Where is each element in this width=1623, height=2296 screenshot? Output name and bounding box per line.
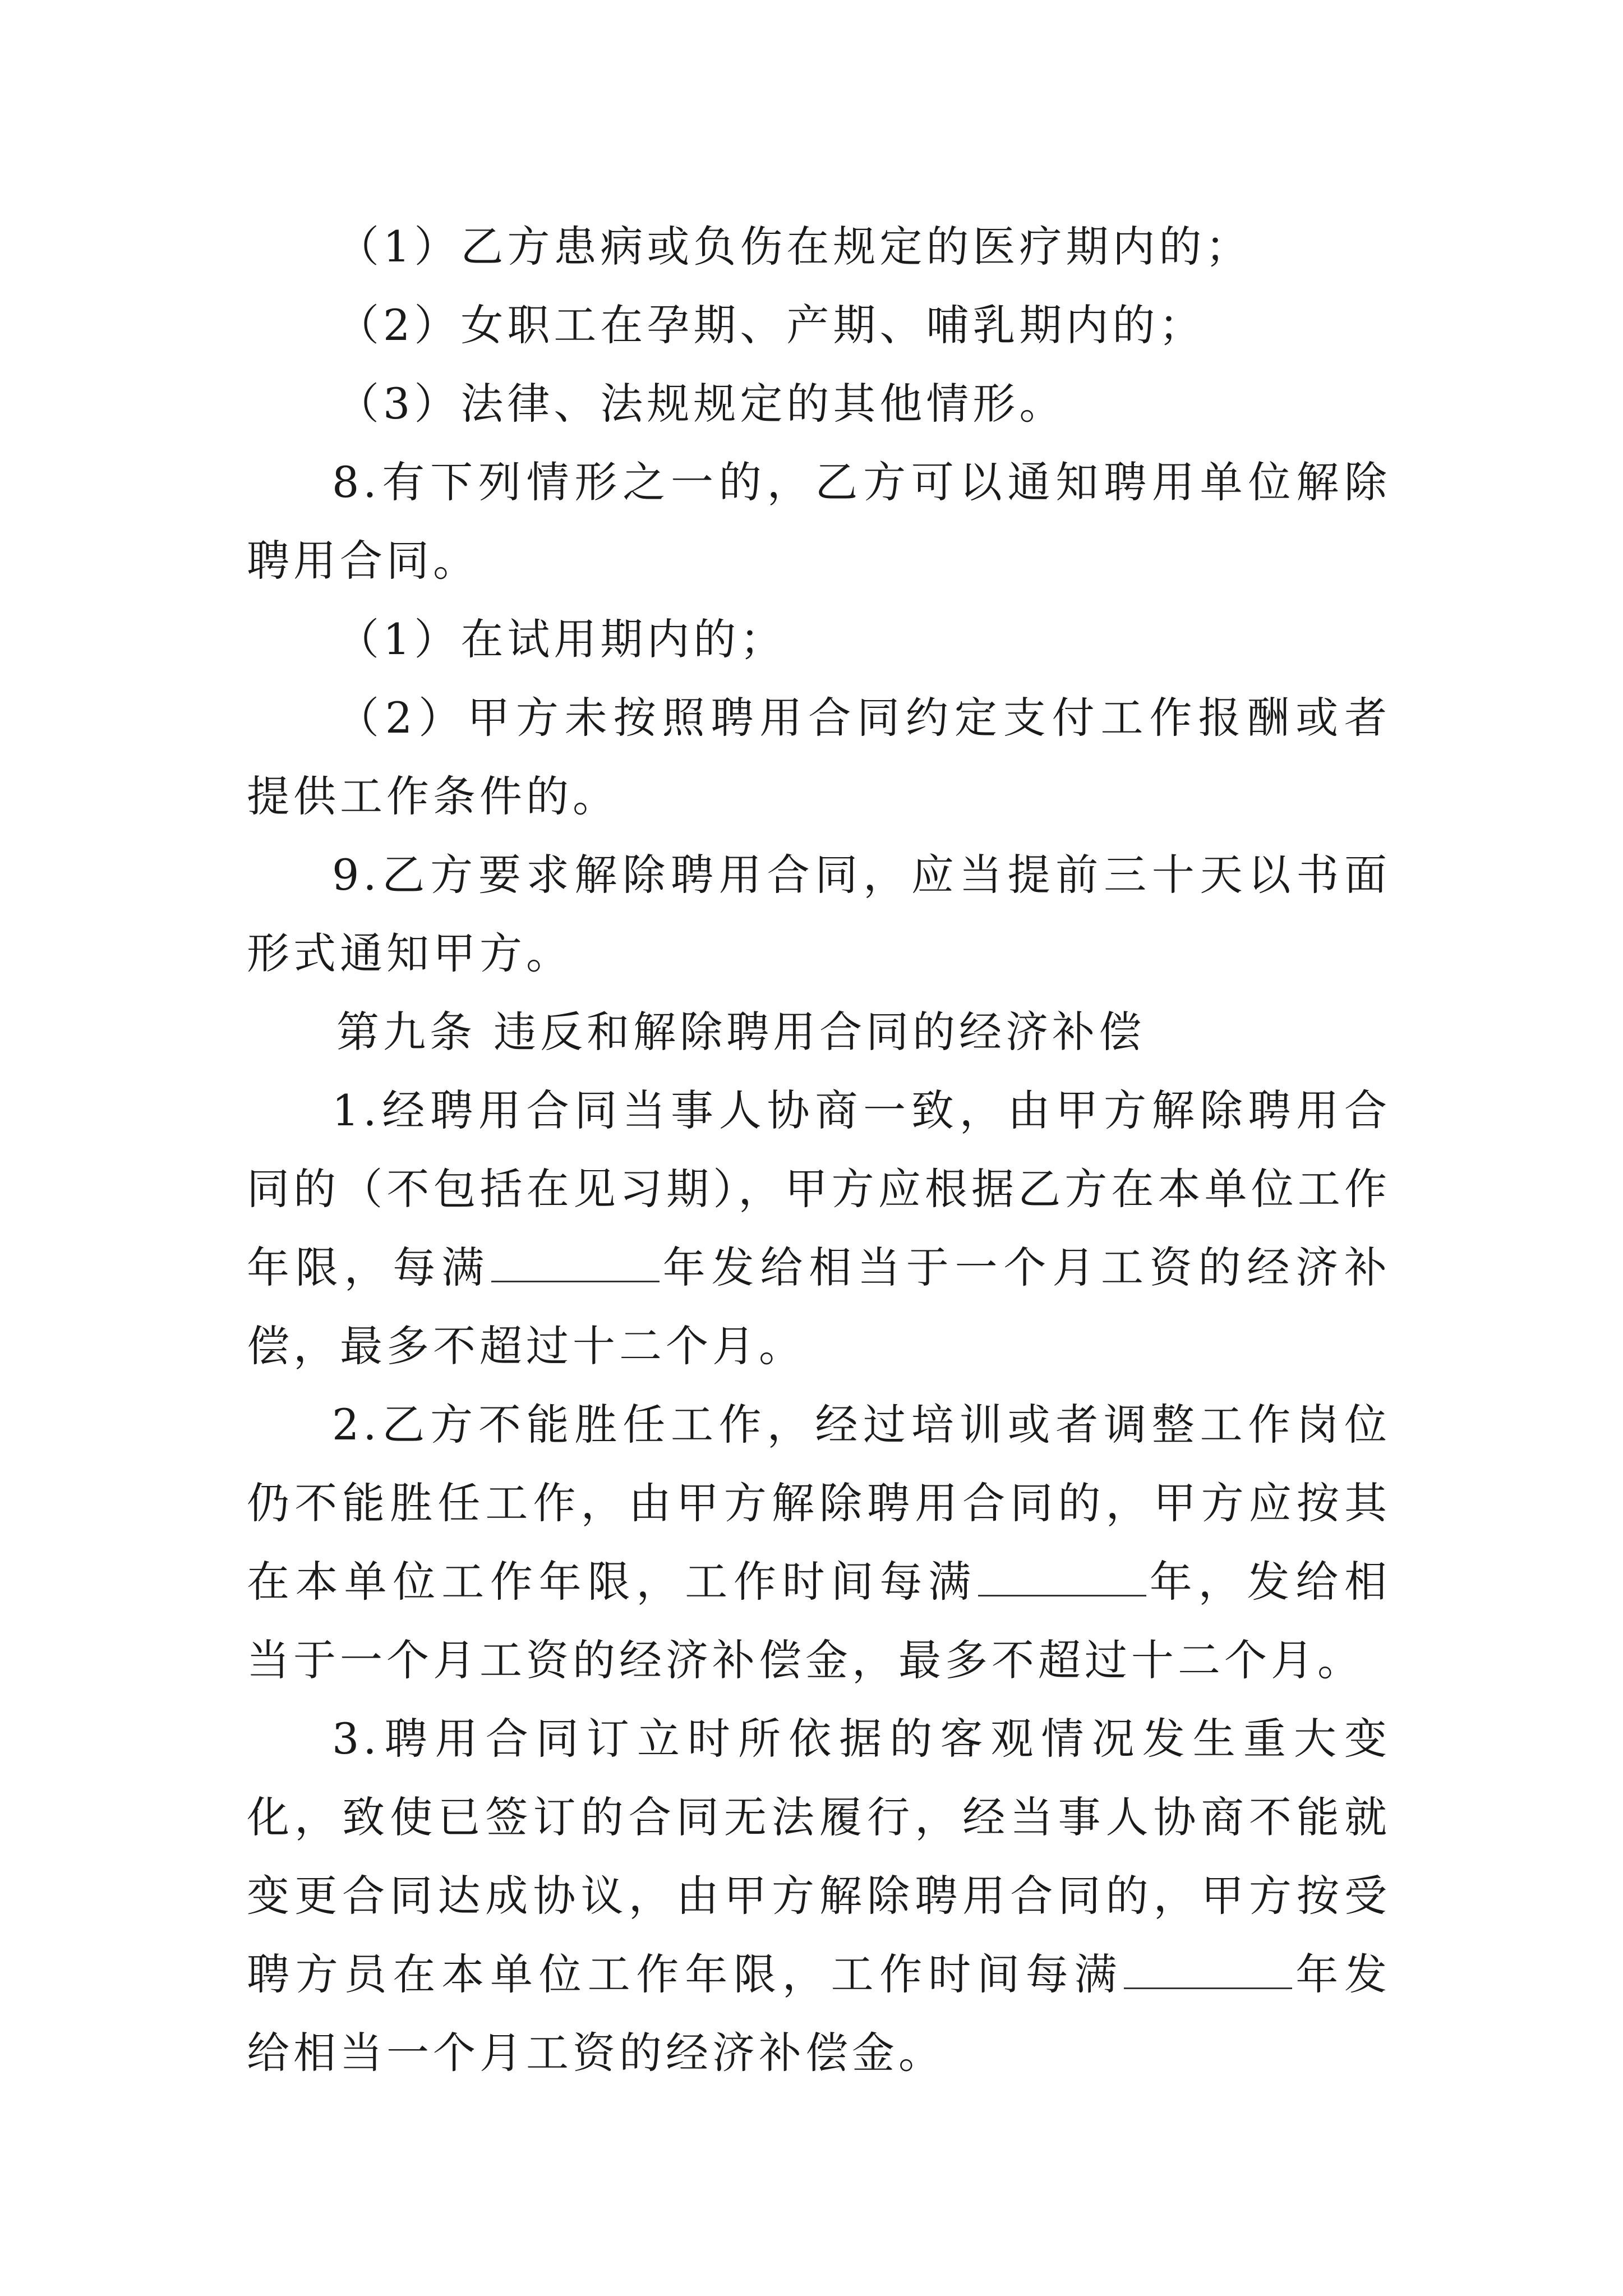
item-8-1: （1）在试用期内的；	[336, 614, 787, 664]
fill-in-blank-years-2	[978, 1561, 1146, 1596]
article-9-item-1-text-a: 1.经聘用合同当事人协商一致，由甲方解除聘用合同的（不包括在见习期），甲方应根据乙方在本单位工作年限，每满	[247, 1085, 1391, 1292]
article-9-item-3-text-a: 3.聘用合同订立时所依据的客观情况发生重大变化，致使已签订的合同无法履行，经当事人协商不能就变更合同达成协议，由甲方解除聘用合同的，甲方按受聘方员在本单位工作年限，工作时间每满	[247, 1714, 1391, 1999]
article-9-item-1	[247, 1071, 1391, 1386]
clause-9: 9.乙方要求解除聘用合同，应当提前三十天以书面形式通知甲方。	[247, 850, 1391, 978]
fill-in-blank-years-1	[491, 1247, 660, 1282]
clause-8: 8.有下列情形之一的，乙方可以通知聘用单位解除聘用合同。	[247, 457, 1391, 586]
article-9-item-2-text-a: 2.乙方不能胜任工作，经过培训或者调整工作岗位仍不能胜任工作，由甲方解除聘用合同的，甲方应按其在本单位工作年限，工作时间每满	[247, 1400, 1391, 1607]
item-8-2: （2）甲方未按照聘用合同约定支付工作报酬或者提供工作条件的。	[247, 693, 1391, 821]
item-7-2: （2）女职工在孕期、产期、哺乳期内的；	[336, 300, 1206, 350]
article-9-item-3-text-b: 年发给相当一个月工资的经济补偿金。	[247, 1949, 1391, 2078]
article-9-item-1-text-b: 年发给相当于一个月工资的经济补偿，最多不超过十二个月。	[247, 1243, 1391, 1371]
contract-text	[247, 208, 1391, 2092]
article-9-item-2-text-b: 年，发给相当于一个月工资的经济补偿金，最多不超过十二个月。	[247, 1557, 1391, 1685]
item-7-3: （3）法律、法规规定的其他情形。	[336, 379, 1066, 429]
item-7-1: （1）乙方患病或负伤在规定的医疗期内的；	[336, 222, 1252, 272]
fill-in-blank-years-3	[1124, 1954, 1292, 1989]
article-9-item-3	[247, 1700, 1391, 2092]
article-9-heading: 第九条 违反和解除聘用合同的经济补偿	[336, 1007, 1146, 1057]
article-9-item-2	[247, 1386, 1391, 1700]
